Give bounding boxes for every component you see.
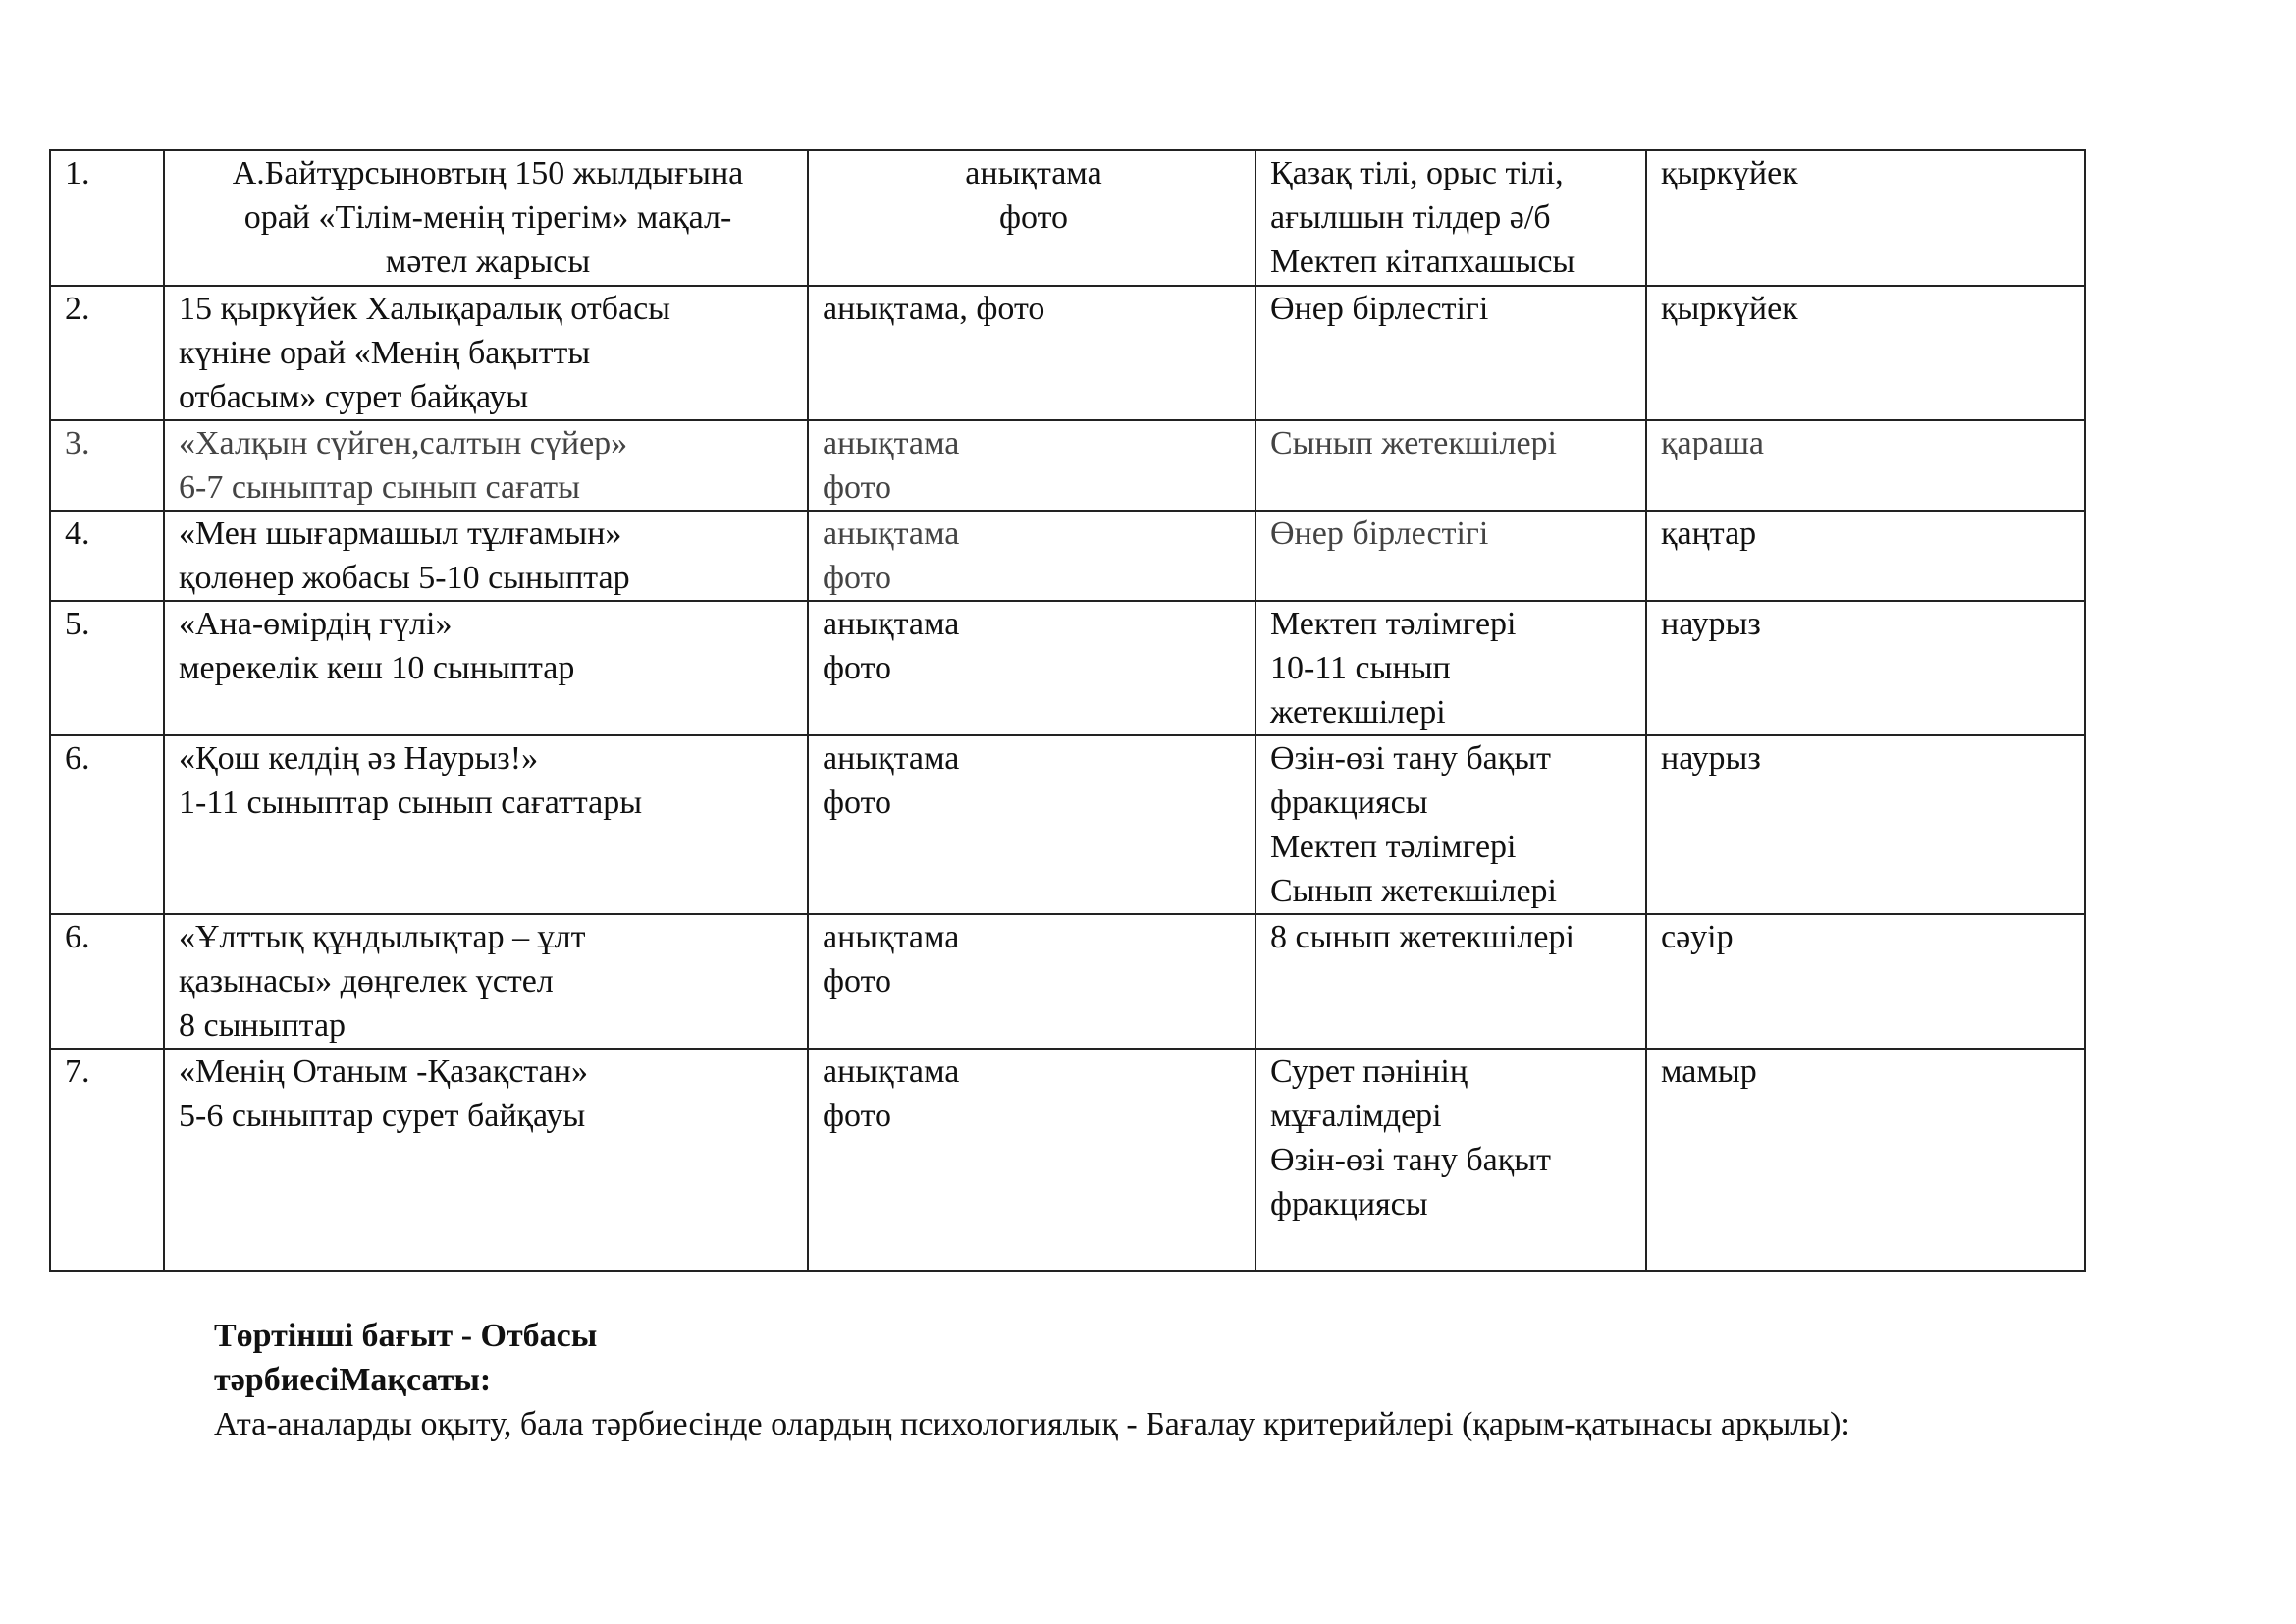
form-cell: анықтама фото (808, 420, 1255, 511)
date-cell: қыркүйек (1646, 150, 2085, 286)
section-block (214, 1314, 1850, 1446)
form-cell: анықтама, фото (808, 286, 1255, 420)
event-cell: «Мен шығармашыл тұлғамын» қолөнер жобасы 5-10 сыныптар (164, 511, 808, 601)
table-row (50, 1049, 2085, 1271)
event-cell: «Менің Отаным -Қазақстан» 5-6 сыныптар сурет байқауы (164, 1049, 808, 1271)
responsible-cell: Қазақ тілі, орыс тілі, ағылшын тілдер ә/б Мектеп кітапхашысы (1255, 150, 1646, 286)
event-cell: А.Байтұрсыновтың 150 жылдығына орай «Тілім-менің тірегім» мақал- мәтел жарысы (164, 150, 808, 286)
row-number: 3. (50, 420, 164, 511)
responsible-cell: Өнер бірлестігі (1255, 511, 1646, 601)
table-row (50, 601, 2085, 735)
plan-table (49, 149, 2086, 1272)
event-cell: «Халқын сүйген,салтын сүйер» 6-7 сыныптар сынып сағаты (164, 420, 808, 511)
event-cell: «Ана-өмірдің гүлі» мерекелік кеш 10 сыныптар (164, 601, 808, 735)
row-number: 4. (50, 511, 164, 601)
date-cell: наурыз (1646, 735, 2085, 914)
section-subtitle: тәрбиесіМақсаты: (214, 1362, 492, 1398)
date-cell: қараша (1646, 420, 2085, 511)
date-cell: қаңтар (1646, 511, 2085, 601)
table-row (50, 735, 2085, 914)
responsible-cell: 8 сынып жетекшілері (1255, 914, 1646, 1049)
section-title: Төртінші бағыт - Отбасы (214, 1318, 598, 1354)
row-number: 6. (50, 914, 164, 1049)
table-row (50, 286, 2085, 420)
row-number: 5. (50, 601, 164, 735)
event-cell: 15 қыркүйек Халықаралық отбасы күніне орай «Менің бақытты отбасым» сурет байқауы (164, 286, 808, 420)
form-cell: анықтама фото (808, 601, 1255, 735)
table-row (50, 511, 2085, 601)
table-row (50, 150, 2085, 286)
event-cell: «Ұлттық құндылықтар – ұлт қазынасы» дөңгелек үстел 8 сыныптар (164, 914, 808, 1049)
responsible-cell: Өзін-өзі тану бақыт фракциясы Мектеп тәлімгері Сынып жетекшілері (1255, 735, 1646, 914)
date-cell: сәуір (1646, 914, 2085, 1049)
row-number: 6. (50, 735, 164, 914)
date-cell: қыркүйек (1646, 286, 2085, 420)
date-cell: мамыр (1646, 1049, 2085, 1271)
row-number: 2. (50, 286, 164, 420)
date-cell: наурыз (1646, 601, 2085, 735)
table-row (50, 914, 2085, 1049)
form-cell: анықтама фото (808, 735, 1255, 914)
responsible-cell: Өнер бірлестігі (1255, 286, 1646, 420)
responsible-cell: Сурет пәнінің мұғалімдері Өзін-өзі тану бақыт фракциясы (1255, 1049, 1646, 1271)
form-cell: анықтама фото (808, 511, 1255, 601)
form-cell: анықтама фото (808, 1049, 1255, 1271)
section-body: Ата-аналарды оқыту, бала тәрбиесінде олардың психологиялық - Бағалау критерийлері (қарым-қатынасы арқылы): (214, 1406, 1850, 1442)
row-number: 1. (50, 150, 164, 286)
responsible-cell: Мектеп тәлімгері 10-11 сынып жетекшілері (1255, 601, 1646, 735)
table-row (50, 420, 2085, 511)
form-cell: анықтама фото (808, 914, 1255, 1049)
form-cell: анықтама фото (808, 150, 1255, 286)
row-number: 7. (50, 1049, 164, 1271)
event-cell: «Қош келдің әз Наурыз!» 1-11 сыныптар сынып сағаттары (164, 735, 808, 914)
responsible-cell: Сынып жетекшілері (1255, 420, 1646, 511)
